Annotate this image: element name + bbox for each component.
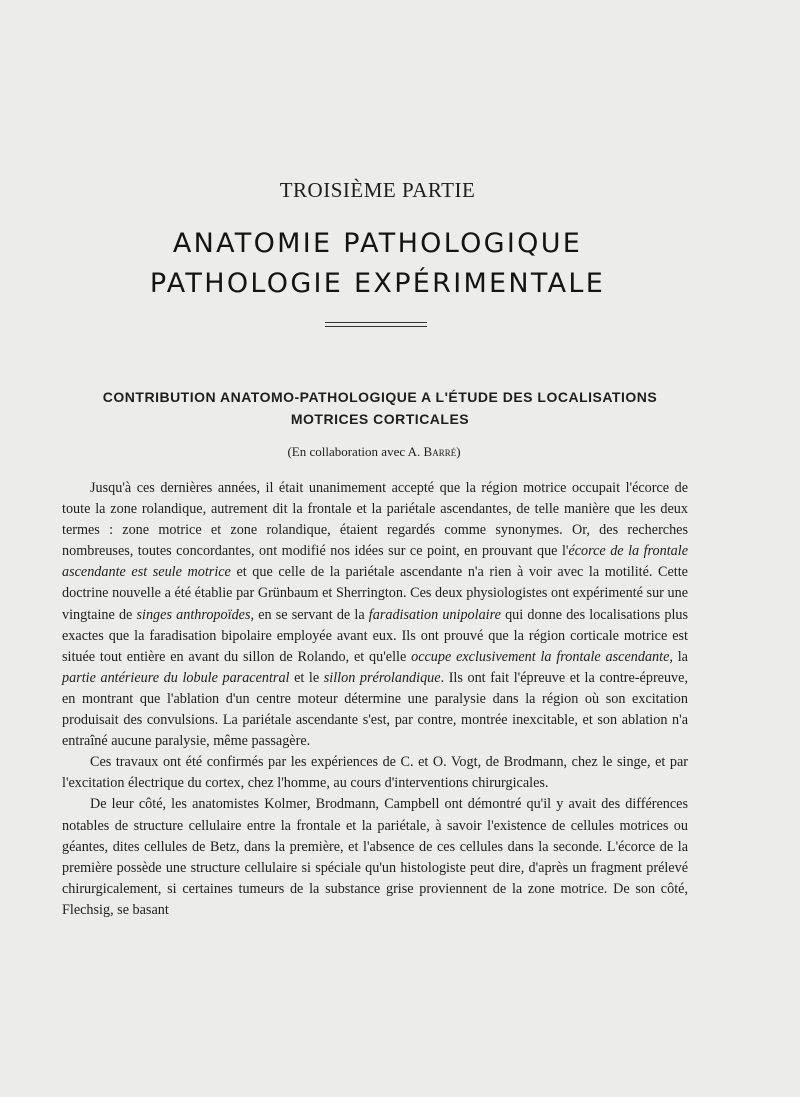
text-run: , la: [669, 648, 688, 665]
collab-suffix: ): [456, 444, 461, 459]
main-title-line-2: PATHOLOGIE EXPÉRIMENTALE: [149, 268, 606, 299]
collab-author: Barré: [423, 444, 457, 459]
body-text: [62, 478, 688, 921]
italic-run: occupe exclusivement la frontale ascendante: [411, 648, 670, 665]
text-run: Jusqu'à ces dernières années, il était unanimement accepté que la région motrice occupait l'écorce de toute la zone rolandique, autrement dit la frontale et la pariétale ascendantes, de telle manière que les deux termes : zone motrice et zone rolandique, étaient regardés comme synonymes. Or, des recherches nombreuses, toutes concordantes, ont modifié nos idées sur ce point, en prouvant que l': [62, 480, 688, 560]
italic-run: sillon prérolandique: [323, 669, 441, 686]
collaboration-note: [0, 444, 748, 460]
italic-run: singes anthropoïdes: [136, 606, 251, 623]
italic-run: partie antérieure du lobule paracentral: [62, 669, 290, 686]
text-run: et que celle de la pariétale ascendante n'a rien à voir avec la motilité. Cette doctrine nouvelle a été établie par Grünbaum et Sherrington. Ces deux physiologistes ont expérimenté sur une vingtaine de: [62, 564, 688, 623]
title-rule-bottom: [325, 326, 427, 327]
text-run: Ces travaux ont été confirmés par les expériences de C. et O. Vogt, de Brodmann, chez le singe, et par l'excitation électrique du cortex, chez l'homme, au cours d'interventions chirurgicales.: [62, 754, 688, 792]
italic-run: faradisation unipolaire: [368, 606, 501, 623]
text-run: , en se servant de la: [250, 606, 369, 623]
paragraph: [62, 752, 688, 794]
section-title-line-2: MOTRICES CORTICALES: [290, 411, 470, 427]
main-title-line-1: ANATOMIE PATHOLOGIQUE: [172, 228, 583, 259]
title-rule-top: [325, 322, 427, 323]
text-run: De leur côté, les anatomistes Kolmer, Brodmann, Campbell ont démontré qu'il y avait des différences notables de structure cellulaire entre la frontale et la pariétale, à savoir l'existence de cellules motrices ou géantes, dites cellules de Betz, dans la première, et l'absence de ces cellules dans la seconde. L'écorce de la première possède une structure cellulaire si spéciale qu'un histologiste peut dire, d'après un fragment prélevé chirurgicalement, si certaines tumeurs de la substance grise proviennent de la zone motrice. De son côté, Flechsig, se basant: [62, 796, 688, 918]
text-run: et le: [289, 669, 324, 686]
section-title-line-1: CONTRIBUTION ANATOMO-PATHOLOGIQUE A L'ÉTUDE DES LOCALISATIONS: [102, 389, 658, 405]
collab-prefix: (En collaboration avec A.: [287, 444, 421, 459]
section-title: [70, 386, 690, 430]
text-run: . Ils ont fait l'épreuve et la contre-épreuve, en montrant que l'ablation d'un centre moteur détermine une paralysie dans la région où son excitation produisait des convulsions. La pariétale ascendante s'est, par contre, montrée inexcitable, et son ablation n'a entraîné aucune paralysie, même passagère.: [62, 669, 688, 750]
paragraph: [62, 794, 688, 921]
paragraph: [62, 478, 688, 752]
part-title: TROISIÈME PARTIE: [279, 178, 476, 202]
italic-run: écorce de la frontale ascendante est seule motrice: [62, 543, 689, 581]
text-run: qui donne des localisations plus exactes que la faradisation bipolaire employée avant eux. Ils ont prouvé que la région corticale motrice est située tout entière en avant du sillon de Rolando, et qu'elle: [62, 606, 688, 665]
